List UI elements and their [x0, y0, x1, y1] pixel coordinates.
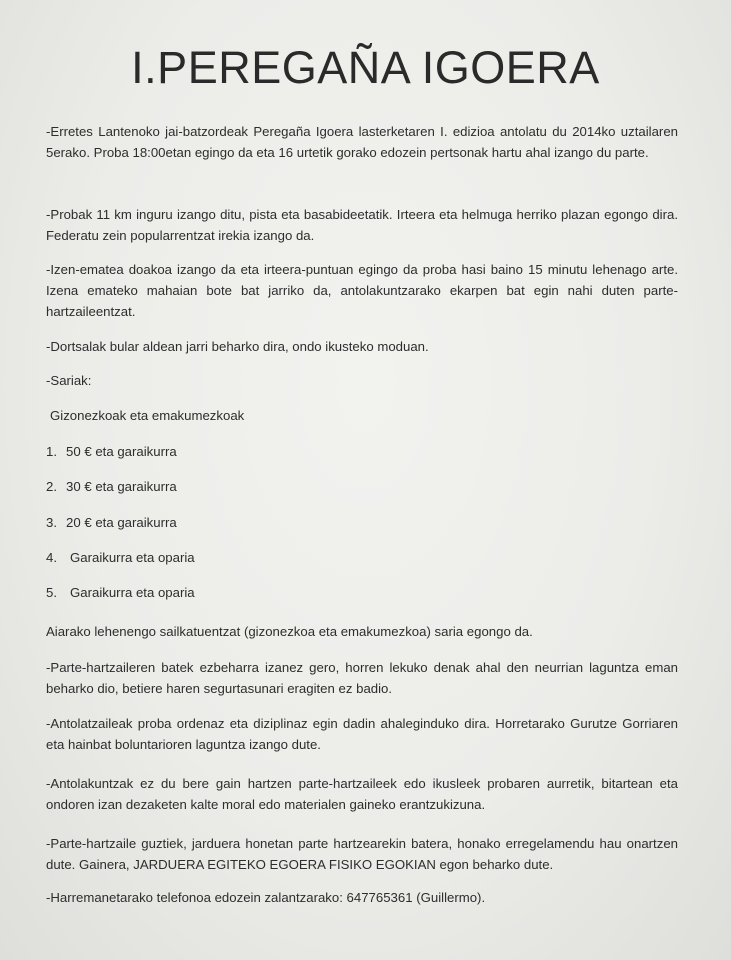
list-item-number: 2. [46, 479, 57, 494]
paragraph-bibs: -Dortsalak bular aldean jarri beharko dira, ondo ikusteko moduan. [46, 339, 429, 354]
prizes-category: Gizonezkoak eta emakumezkoak [50, 408, 245, 423]
paragraph-course: -Probak 11 km inguru izango ditu, pista eta basabideetatik. Irteera eta helmuga herriko plazan egongo dira. Federatu zein popularrentzat irekia izango da. [46, 207, 678, 243]
list-item-text: 20 € eta garaikurra [66, 515, 177, 530]
prizes-heading: -Sariak: [46, 373, 92, 388]
paragraph-organizers: -Antolatzaileak proba ordenaz eta diziplinaz egin dadin ahaleginduko dira. Horretarako Gurutze Gorriaren eta hainbat boluntarioren laguntza izango dute. [46, 716, 678, 752]
paragraph-accident: -Parte-hartzaileren batek ezbeharra izanez gero, horren lekuko denak ahal den neurrian laguntza eman beharko dio, betiere haren segurtasunari eragiten ez badio. [46, 660, 678, 696]
paragraph-acceptance: -Parte-hartzaile guztiek, jarduera honetan parte hartzearekin batera, honako erregelamendu hau onartzen dute. Gainera, JARDUERA EGITEKO EGOERA FISIKO EGOKIAN egon beharko dute. [46, 836, 678, 872]
list-item [46, 547, 195, 568]
paragraph-aiara-prize: Aiarako lehenengo sailkatuentzat (gizonezkoa eta emakumezkoa) saria egongo da. [46, 624, 533, 639]
list-item [46, 512, 177, 533]
paragraph-intro: -Erretes Lantenoko jai-batzordeak Peregaña Igoera lasterketaren I. edizioa antolatu du 2014ko uztailaren 5erako. Proba 18:00etan egingo da eta 16 urtetik gorako edozein pertsonak hartu ahal izango du parte. [46, 124, 678, 160]
paragraph-registration: -Izen-ematea doakoa izango da eta irteera-puntuan egingo da proba hasi baino 15 minutu lehenago arte. Izena emateko mahaian bote bat jarriko da, antolakuntzarako ekarpen bat egin nahi duten parte-hartzaileentzat. [46, 262, 678, 319]
list-item-text: 50 € eta garaikurra [66, 444, 177, 459]
list-item-number: 5. [46, 585, 57, 600]
list-item [46, 582, 195, 603]
paragraph-contact: -Harremanetarako telefonoa edozein zalantzarako: 647765361 (Guillermo). [46, 890, 486, 905]
list-item-number: 4. [46, 550, 57, 565]
list-item-text: 30 € eta garaikurra [66, 479, 177, 494]
list-item-number: 3. [46, 515, 57, 530]
list-item [46, 441, 177, 462]
paragraph-liability: -Antolakuntzak ez du bere gain hartzen parte-hartzaileek edo ikusleek probaren aurretik, bitartean eta ondoren izan dezaketen kalte moral edo materialen gaineko erantzukizuna. [46, 776, 678, 812]
list-item [46, 476, 177, 497]
page-title: I.PEREGAÑA IGOERA [131, 42, 600, 93]
list-item-number: 1. [46, 444, 57, 459]
list-item-text: Garaikurra eta oparia [70, 550, 195, 565]
list-item-text: Garaikurra eta oparia [70, 585, 195, 600]
